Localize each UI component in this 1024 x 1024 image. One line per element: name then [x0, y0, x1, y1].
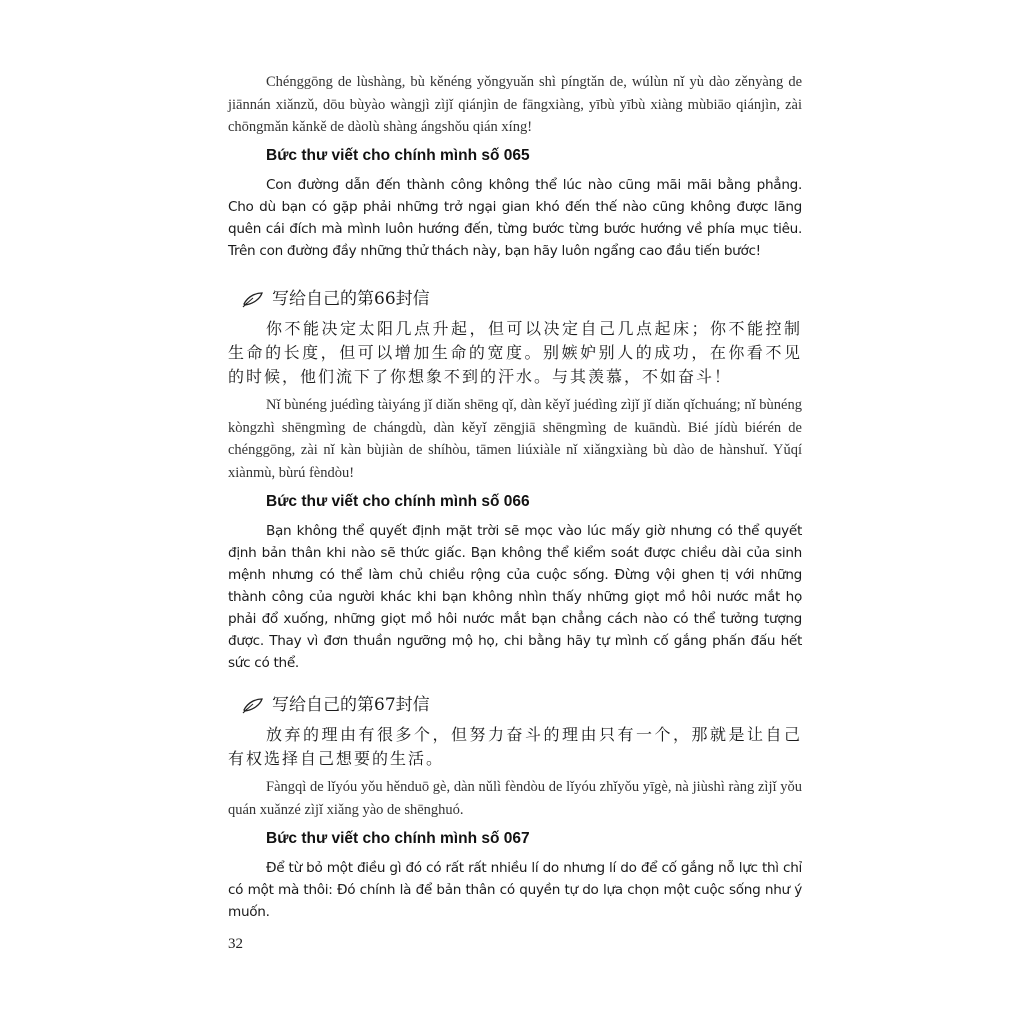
leaf-pen-icon	[242, 696, 264, 714]
letter-067	[228, 693, 802, 923]
vietnamese-paragraph: Bạn không thể quyết định mặt trời sẽ mọc vào lúc mấy giờ nhưng có thể quyết định bản thân khi nào sẽ thức giấc. Bạn không thể kiểm soát được chiều dài của sinh mệnh nhưng có thể làm chủ chiều rộng của cuộc sống. Đừng vội ghen tị với những thành công của người khác khi bạn không nhìn thấy những giọt mồ hôi nước mắt họ phải đổ xuống, những giọt mồ hôi nước mắt bạn chẳng cách nào có thể tưởng tượng được. Thay vì đơn thuần ngưỡng mộ họ, chi bằng hãy tự mình cố gắng phấn đấu hết sức có thể.	[228, 523, 802, 671]
vietnamese-heading: Bức thư viết cho chính mình số 067	[266, 830, 530, 847]
vietnamese-heading: Bức thư viết cho chính mình số 066	[266, 493, 530, 510]
chinese-title	[242, 287, 802, 311]
vietnamese-paragraph: Con đường dẫn đến thành công không thể lúc nào cũng mãi mãi bằng phẳng. Cho dù bạn có gặp phải những trở ngại gian khó đến thế nào cũng không được lãng quên cái đích mà mình luôn hướng đến, từng bước từng bước hướng về phía mục tiêu. Trên con đường đầy những thử thách này, bạn hãy luôn ngẩng cao đầu tiến bước!	[228, 177, 802, 259]
vietnamese-heading: Bức thư viết cho chính mình số 065	[266, 147, 530, 164]
vietnamese-paragraph: Để từ bỏ một điều gì đó có rất rất nhiều lí do nhưng lí do để cố gắng nỗ lực thì chỉ có một mà thôi: Đó chính là để bản thân có quyền tự do lựa chọn một cuộc sống như ý muốn.	[228, 860, 802, 920]
chinese-title-text: 写给自己的第66封信	[272, 289, 430, 309]
chinese-paragraph: 放弃的理由有很多个，但努力奋斗的理由只有一个，那就是让自己有权选择自己想要的生活。	[228, 725, 802, 768]
chinese-title-text: 写给自己的第67封信	[272, 695, 430, 715]
pinyin-block-065	[228, 71, 802, 139]
page-number: 32	[228, 936, 243, 952]
pinyin-paragraph: Fàngqì de lǐyóu yǒu hěnduō gè, dàn nǔlì fèndòu de lǐyóu zhǐyǒu yīgè, nà jiùshì ràng zìjǐ yǒu quán xuǎnzé zìjǐ xiǎng yào de shēnghuó.	[228, 779, 802, 818]
letter-066	[228, 287, 802, 674]
pinyin-paragraph: Chénggōng de lùshàng, bù kěnéng yǒngyuǎn shì píngtǎn de, wúlùn nǐ yù dào zěnyàng de jiānnán xiǎnzǔ, dōu bùyào wàngjì zìjǐ qiánjìn de fāngxiàng, yībù yībù xiàng mùbiāo qiánjìn, zài chōngmǎn kǎnkě de dàolù shàng ángshǒu qián xíng!	[228, 74, 802, 135]
chinese-paragraph: 你不能决定太阳几点升起，但可以决定自己几点起床；你不能控制生命的长度，但可以增加生命的宽度。别嫉妒别人的成功，在你看不见的时候，他们流下了你想象不到的汗水。与其羡慕，不如奋斗！	[228, 319, 802, 386]
book-page	[228, 0, 802, 1024]
letter-065-vietnamese	[228, 146, 802, 262]
leaf-pen-icon	[242, 290, 264, 308]
pinyin-paragraph: Nǐ bùnéng juédìng tàiyáng jǐ diǎn shēng qǐ, dàn kěyǐ juédìng zìjǐ jǐ diǎn qǐchuáng; nǐ bùnéng kòngzhì shēngmìng de chángdù, dàn kěyǐ zēngjiā shēngmìng de kuāndù. Bié jídù biérén de chénggōng, zài nǐ kàn bùjiàn de shíhòu, tāmen liúxiàle nǐ xiǎngxiàng bù dào de hànshuǐ. Yǔqí xiànmù, bùrú fèndòu!	[228, 397, 802, 481]
chinese-title	[242, 693, 802, 717]
